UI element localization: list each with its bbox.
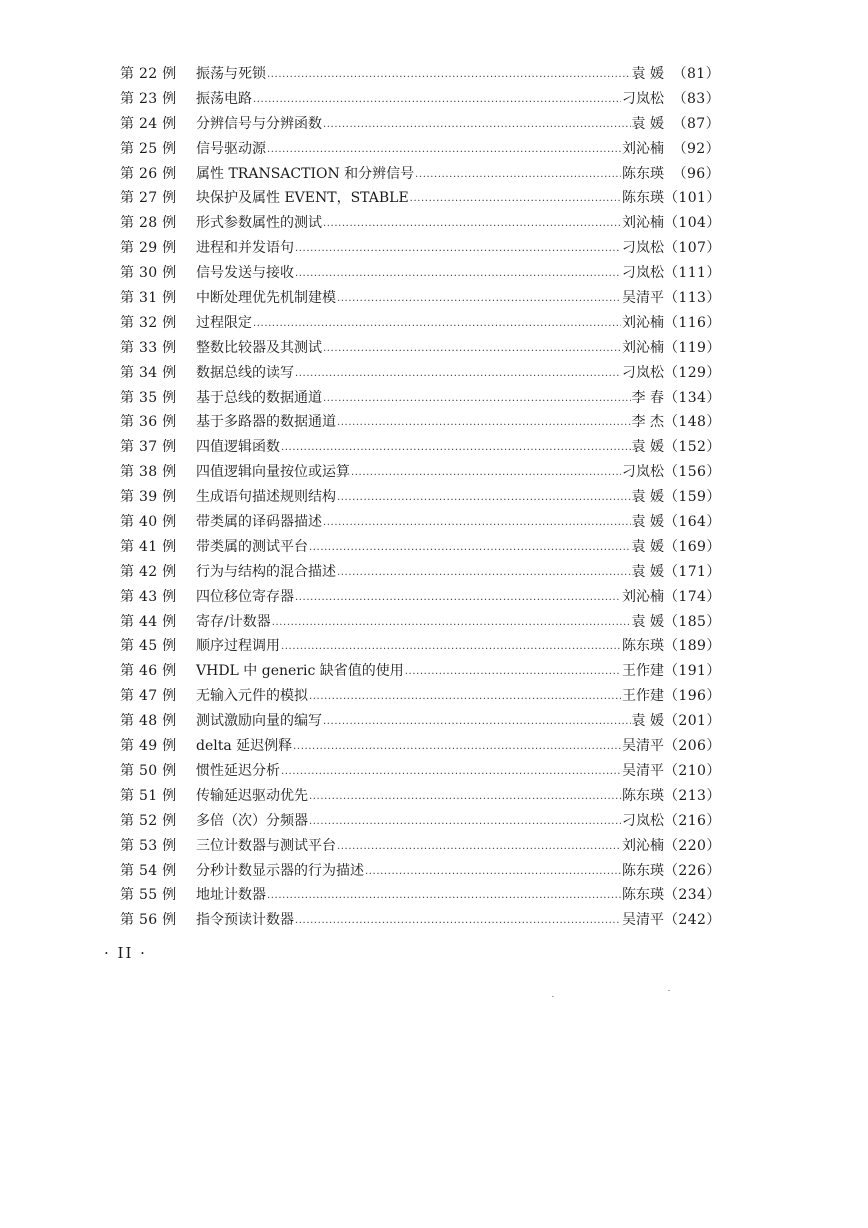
dot-leader (323, 212, 621, 237)
toc-entry (120, 137, 720, 162)
dot-leader (365, 860, 621, 885)
entry-author: 陈东瑛 (622, 165, 664, 182)
entry-author: 袁 媛 (631, 713, 664, 730)
dot-leader (309, 536, 631, 561)
entry-number: 第 54 例 (120, 862, 177, 879)
entry-author: 刁岚松 (622, 90, 664, 107)
entry-number: 第 30 例 (120, 265, 177, 282)
entry-title: 分秒计数显示器的行为描述 (196, 862, 364, 879)
entry-page: （196） (664, 688, 721, 705)
dot-leader (415, 163, 621, 188)
entry-author: 刘沁楠 (622, 339, 664, 356)
toc-entry (120, 535, 720, 560)
entry-page: （134） (664, 389, 721, 406)
toc-entry (120, 883, 720, 908)
entry-number: 第 46 例 (120, 663, 177, 680)
dot-leader (351, 461, 621, 486)
toc-entry (120, 834, 720, 859)
entry-author: 刁岚松 (622, 240, 664, 257)
entry-number: 第 26 例 (120, 165, 177, 182)
entry-page: （216） (664, 812, 721, 829)
dot-leader (272, 611, 631, 636)
toc-entry (120, 859, 720, 884)
dot-leader (253, 88, 621, 113)
entry-title: 分辨信号与分辨函数 (196, 115, 322, 132)
toc-entry (120, 634, 720, 659)
entry-number: 第 22 例 (120, 66, 177, 82)
entry-title: 振荡电路 (196, 90, 252, 107)
dot-leader (267, 884, 621, 909)
toc-entry (120, 709, 720, 734)
entry-number: 第 42 例 (120, 563, 177, 580)
entry-page: （87） (672, 115, 720, 132)
toc-entry (120, 236, 720, 261)
entry-title: 基于总线的数据通道 (196, 389, 322, 406)
entry-page: （104） (664, 215, 721, 232)
entry-title: 信号驱动源 (196, 140, 266, 157)
entry-author: 刘沁楠 (622, 314, 664, 331)
dot-leader (281, 436, 631, 461)
entry-page: （189） (664, 638, 721, 655)
entry-number: 第 36 例 (120, 414, 177, 431)
entry-author: 李 杰 (631, 414, 664, 431)
dot-leader (323, 113, 631, 138)
entry-title: 振荡与死锁 (196, 66, 266, 82)
entry-title: delta 延迟例释 (196, 738, 293, 755)
toc-entry (120, 510, 720, 535)
entry-number: 第 50 例 (120, 762, 177, 779)
entry-author: 陈东瑛 (622, 638, 664, 655)
entry-number: 第 41 例 (120, 538, 177, 555)
entry-author: 刘沁楠 (622, 140, 664, 157)
entry-page: （164） (664, 514, 721, 531)
dot-leader (309, 685, 621, 710)
toc-entry (120, 386, 720, 411)
entry-author: 吴清平 (622, 738, 664, 755)
entry-author: 王作建 (622, 663, 664, 680)
entry-title: 中断处理优先机制建模 (196, 290, 336, 307)
entry-page: （113） (664, 290, 721, 307)
entry-number: 第 33 例 (120, 339, 177, 356)
entry-page: （185） (664, 613, 721, 630)
dot-leader (337, 835, 621, 860)
dot-leader (295, 262, 621, 287)
entry-author: 陈东瑛 (622, 887, 664, 904)
entry-title: 传输延迟驱动优先 (196, 787, 308, 804)
toc-entry (120, 734, 720, 759)
entry-title: 测试激励向量的编写 (196, 713, 322, 730)
dot-leader (267, 63, 631, 88)
entry-number: 第 23 例 (120, 90, 177, 107)
entry-page: （220） (664, 837, 721, 854)
entry-author: 陈东瑛 (622, 787, 664, 804)
dot-leader (405, 660, 621, 685)
entry-title: 四位移位寄存器 (196, 588, 294, 605)
entry-author: 王作建 (622, 688, 664, 705)
toc-entry (120, 610, 720, 635)
toc-entry (120, 410, 720, 435)
entry-author: 袁 媛 (631, 439, 664, 456)
entry-page: （156） (664, 464, 721, 481)
toc-entry (120, 485, 720, 510)
entry-title: 带类属的译码器描述 (196, 514, 322, 531)
page-folio: · II · (104, 944, 147, 962)
dot-leader (281, 635, 621, 660)
entry-page: （206） (664, 738, 721, 755)
toc-entry (120, 62, 720, 87)
entry-title: 寄存/计数器 (196, 613, 271, 630)
entry-title: 无输入元件的模拟 (196, 688, 308, 705)
dot-leader (295, 237, 621, 262)
entry-author: 李 春 (631, 389, 664, 406)
entry-title: 四值逻辑函数 (196, 439, 280, 456)
entry-page: （242） (664, 912, 721, 929)
entry-author: 刘沁楠 (622, 588, 664, 605)
entry-title: 地址计数器 (196, 887, 266, 904)
entry-title: 进程和并发语句 (196, 240, 294, 257)
toc-entry (120, 908, 720, 933)
entry-number: 第 43 例 (120, 588, 177, 605)
entry-author: 袁 媛 (631, 489, 664, 506)
entry-author: 陈东瑛 (622, 190, 664, 207)
dot-leader (410, 187, 621, 212)
entry-title: 属性 TRANSACTION 和分辨信号 (196, 165, 415, 182)
dot-leader (309, 810, 621, 835)
entry-page: （92） (672, 140, 720, 157)
dot-leader (295, 586, 621, 611)
toc-entry (120, 186, 720, 211)
dot-leader (337, 411, 631, 436)
entry-number: 第 51 例 (120, 787, 177, 804)
entry-title: 带类属的测试平台 (196, 538, 308, 555)
toc-entry (120, 286, 720, 311)
entry-number: 第 56 例 (120, 912, 177, 929)
entry-title: 惯性延迟分析 (196, 762, 280, 779)
toc-entry (120, 112, 720, 137)
toc-entry (120, 759, 720, 784)
entry-title: 四值逻辑向量按位或运算 (196, 464, 350, 481)
entry-page: （119） (664, 339, 721, 356)
dot-leader (337, 287, 621, 312)
entry-page: （107） (664, 240, 721, 257)
entry-page: （201） (664, 713, 721, 730)
toc-entry (120, 659, 720, 684)
toc-entry (120, 361, 720, 386)
entry-title: VHDL 中 generic 缺省值的使用 (196, 663, 404, 680)
entry-title: 三位计数器与测试平台 (196, 837, 336, 854)
toc-entry (120, 162, 720, 187)
entry-number: 第 52 例 (120, 812, 177, 829)
entry-number: 第 40 例 (120, 514, 177, 531)
dot-leader (253, 312, 621, 337)
entry-author: 袁 媛 (631, 613, 664, 630)
entry-page: （171） (664, 563, 721, 580)
entry-number: 第 49 例 (120, 738, 177, 755)
toc-entry (120, 435, 720, 460)
entry-author: 吴清平 (622, 912, 664, 929)
toc-entry (120, 336, 720, 361)
entry-number: 第 45 例 (120, 638, 177, 655)
dot-leader (323, 387, 631, 412)
entry-number: 第 28 例 (120, 215, 177, 232)
entry-author: 袁 媛 (631, 66, 664, 82)
entry-number: 第 48 例 (120, 713, 177, 730)
entry-number: 第 38 例 (120, 464, 177, 481)
dot-leader (295, 909, 621, 934)
entry-page: （159） (664, 489, 721, 506)
table-of-contents (120, 62, 720, 933)
entry-number: 第 35 例 (120, 389, 177, 406)
entry-title: 信号发送与接收 (196, 265, 294, 282)
scan-speck (552, 996, 554, 997)
entry-number: 第 34 例 (120, 364, 177, 381)
toc-entry (120, 87, 720, 112)
dot-leader (309, 785, 621, 810)
toc-entry (120, 211, 720, 236)
entry-title: 基于多路器的数据通道 (196, 414, 336, 431)
toc-entry (120, 311, 720, 336)
entry-author: 袁 媛 (631, 514, 664, 531)
entry-page: （111） (664, 265, 721, 282)
toc-entry (120, 784, 720, 809)
entry-page: （234） (664, 887, 721, 904)
dot-leader (295, 362, 621, 387)
entry-number: 第 55 例 (120, 887, 177, 904)
entry-number: 第 39 例 (120, 489, 177, 506)
entry-title: 整数比较器及其测试 (196, 339, 322, 356)
toc-entry (120, 684, 720, 709)
entry-page: （81） (672, 66, 720, 82)
toc-entry (120, 809, 720, 834)
entry-page: （174） (664, 588, 721, 605)
entry-title: 顺序过程调用 (196, 638, 280, 655)
entry-number: 第 53 例 (120, 837, 177, 854)
entry-author: 刘沁楠 (622, 837, 664, 854)
entry-number: 第 37 例 (120, 439, 177, 456)
toc-entry (120, 261, 720, 286)
entry-page: （210） (664, 762, 721, 779)
entry-author: 刁岚松 (622, 364, 664, 381)
entry-author: 吴清平 (622, 762, 664, 779)
entry-page: （129） (664, 364, 721, 381)
entry-number: 第 29 例 (120, 240, 177, 257)
dot-leader (293, 735, 621, 760)
dot-leader (337, 561, 631, 586)
dot-leader (267, 138, 621, 163)
entry-number: 第 47 例 (120, 688, 177, 705)
entry-title: 数据总线的读写 (196, 364, 294, 381)
entry-title: 行为与结构的混合描述 (196, 563, 336, 580)
entry-title: 过程限定 (196, 314, 252, 331)
entry-title: 形式参数属性的测试 (196, 215, 322, 232)
entry-number: 第 44 例 (120, 613, 177, 630)
entry-author: 袁 媛 (631, 538, 664, 555)
entry-page: （83） (672, 90, 720, 107)
dot-leader (323, 710, 631, 735)
dot-leader (323, 511, 631, 536)
dot-leader (323, 337, 621, 362)
entry-author: 刁岚松 (622, 265, 664, 282)
entry-author: 刘沁楠 (622, 215, 664, 232)
entry-author: 袁 媛 (631, 563, 664, 580)
entry-title: 生成语句描述规则结构 (196, 489, 336, 506)
entry-title: 指令预读计数器 (196, 912, 294, 929)
entry-author: 袁 媛 (631, 115, 664, 132)
entry-page: （101） (664, 190, 721, 207)
entry-title: 块保护及属性 EVENT，STABLE (196, 190, 409, 207)
entry-page: （148） (664, 414, 721, 431)
scan-speck (668, 990, 670, 991)
entry-number: 第 24 例 (120, 115, 177, 132)
entry-page: （96） (672, 165, 720, 182)
entry-page: （213） (664, 787, 721, 804)
entry-number: 第 25 例 (120, 140, 177, 157)
toc-entry (120, 460, 720, 485)
entry-author: 陈东瑛 (622, 862, 664, 879)
entry-page: （191） (664, 663, 721, 680)
entry-page: （152） (664, 439, 721, 456)
entry-author: 刁岚松 (622, 812, 664, 829)
entry-title: 多倍（次）分频器 (196, 812, 308, 829)
entry-author: 刁岚松 (622, 464, 664, 481)
entry-page: （116） (664, 314, 721, 331)
entry-number: 第 31 例 (120, 290, 177, 307)
dot-leader (337, 486, 631, 511)
entry-page: （169） (664, 538, 721, 555)
toc-entry (120, 585, 720, 610)
entry-number: 第 27 例 (120, 190, 177, 207)
toc-entry (120, 560, 720, 585)
entry-number: 第 32 例 (120, 314, 177, 331)
entry-page: （226） (664, 862, 721, 879)
dot-leader (281, 760, 621, 785)
entry-author: 吴清平 (622, 290, 664, 307)
